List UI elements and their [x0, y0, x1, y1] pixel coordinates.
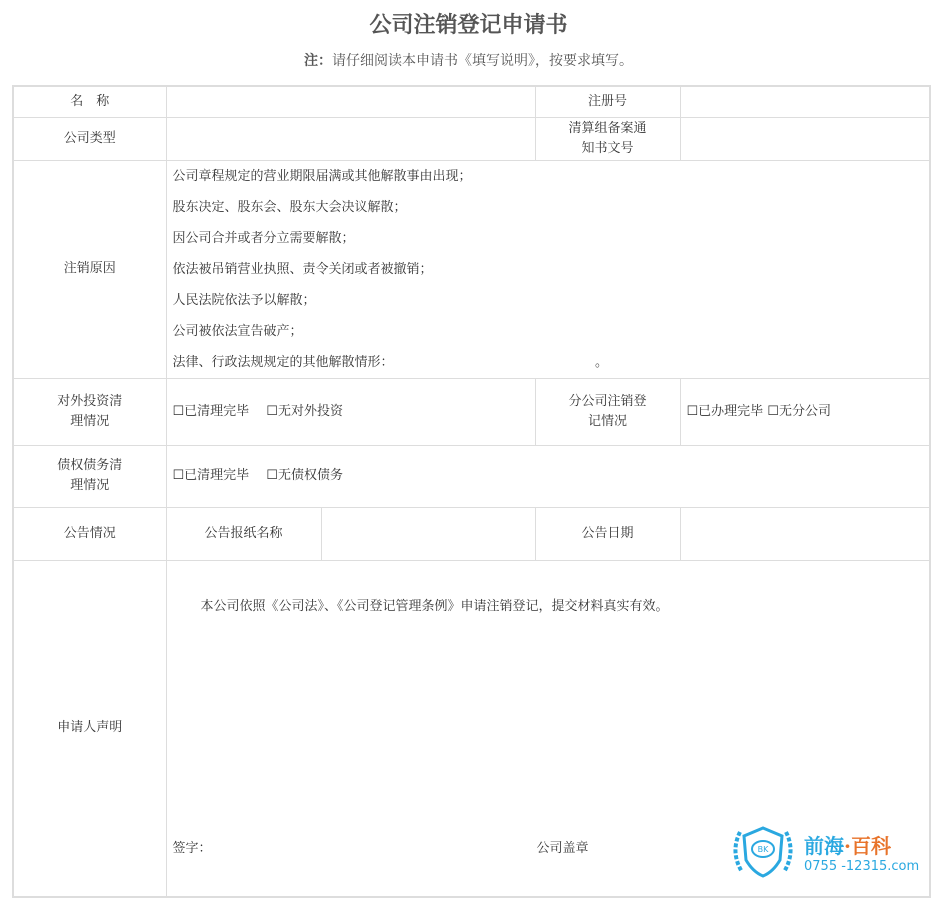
signature-label: 签字： [172, 840, 212, 856]
reason-item[interactable]: 因公司合并或者分立需要解散； [172, 230, 355, 246]
emblem-icon [728, 822, 798, 882]
liq-label: 清算组备案通知书文号 [535, 117, 680, 160]
type-field[interactable] [166, 117, 535, 160]
reason-item[interactable]: 股东决定、股东会、股东大会决议解散； [172, 199, 407, 215]
reg-no-field[interactable] [680, 86, 930, 117]
reason-item[interactable]: 法律、行政法规规定的其他解散情形： 。 [172, 354, 609, 370]
type-label: 公司类型 [13, 117, 166, 160]
name-label: 名 称 [13, 86, 166, 117]
reason-item[interactable]: 公司被依法宣告破产； [172, 323, 303, 339]
announce-label: 公告情况 [13, 507, 166, 560]
invest-cleared-checkbox[interactable]: ☐已清理完毕 [172, 403, 250, 419]
page-title: 公司注销登记申请书 [369, 12, 568, 38]
seal-label: 公司盖章 [536, 840, 589, 856]
branch-label: 分公司注销登记情况 [535, 378, 680, 445]
reason-item[interactable]: 公司章程规定的营业期限届满或其他解散事由出现； [172, 168, 472, 184]
reason-list [166, 160, 930, 378]
invest-label: 对外投资清理情况 [13, 378, 166, 445]
reg-no-label: 注册号 [535, 86, 680, 117]
reason-item[interactable]: 人民法院依法予以解散； [172, 292, 316, 308]
date-label: 公告日期 [535, 507, 680, 560]
debt-options [166, 445, 930, 507]
note: 注：请仔细阅读本申请书《填写说明》，按要求填写。 [304, 53, 633, 69]
date-field[interactable] [680, 507, 930, 560]
svg-text:BK: BK [757, 845, 769, 854]
branch-options [680, 378, 930, 445]
reason-label: 注销原因 [13, 160, 166, 378]
watermark-logo: BK 前海·百科 0755 -12315.com [728, 822, 928, 882]
liq-field[interactable] [680, 117, 930, 160]
debt-cleared-checkbox[interactable]: ☐已清理完毕 [172, 468, 250, 483]
name-field[interactable] [166, 86, 535, 117]
no-invest-checkbox[interactable]: ☐无对外投资 [266, 403, 343, 419]
reason-item[interactable]: 依法被吊销营业执照、责令关闭或者被撤销； [172, 261, 433, 277]
branch-done-checkbox[interactable]: ☐已办理完毕 [686, 403, 764, 419]
no-debt-checkbox[interactable]: ☐无债权债务 [266, 468, 343, 483]
paper-label: 公告报纸名称 [166, 507, 321, 560]
declare-label: 申请人声明 [13, 560, 166, 897]
application-form [12, 85, 931, 898]
no-branch-checkbox[interactable]: ☐无分公司 [767, 403, 831, 419]
paper-field[interactable] [321, 507, 535, 560]
debt-label: 债权债务清理情况 [13, 445, 166, 507]
declaration-text: 本公司依照《公司法》、《公司登记管理条例》申请注销登记，提交材料真实有效。 [200, 598, 669, 614]
invest-options [166, 378, 535, 445]
